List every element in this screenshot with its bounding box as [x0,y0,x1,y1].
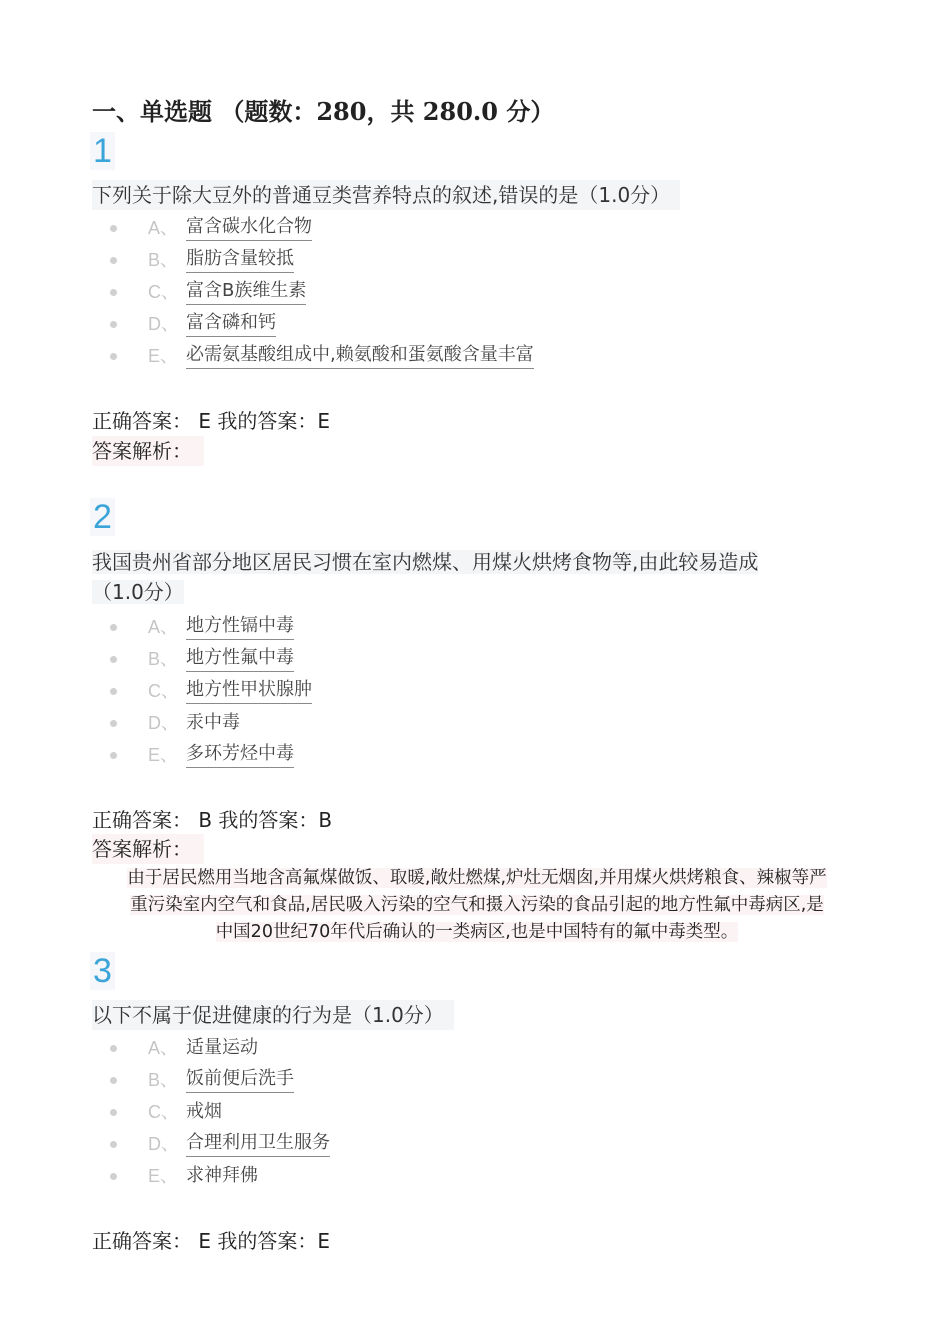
analysis-label: 答案解析： [92,834,204,864]
bullet-icon [110,1109,117,1116]
option-text: 地方性甲状腺肿 [186,677,312,704]
option-text: 必需氨基酸组成中,赖氨酸和蛋氨酸含量丰富 [186,342,534,369]
option-letter: A、 [148,1038,179,1058]
option-text: 地方性镉中毒 [186,613,294,640]
option-text: 饭前便后洗手 [186,1066,294,1093]
option-letter: D、 [148,713,179,733]
question-number: 2 [90,498,115,536]
option-letter: B、 [148,649,179,669]
question-number: 3 [90,952,115,990]
question-text: 下列关于除大豆外的普通豆类营养特点的叙述,错误的是（1.0分） [92,180,680,210]
bullet-icon [110,321,117,328]
option-text: 戒烟 [186,1101,222,1122]
option-letter: C、 [148,681,179,701]
option-text: 富含磷和钙 [186,310,276,337]
option-letter: C、 [148,282,179,302]
option-text: 脂肪含量较抵 [186,246,294,273]
question-text-line: 我国贵州省部分地区居民习惯在室内燃煤、用煤火烘烤食物等,由此较易造成 [92,550,759,574]
option-letter: A、 [148,218,179,238]
bullet-icon [110,1141,117,1148]
explanation-line: 重污染室内空气和食品,居民吸入污染的空气和摄入污染的食品引起的地方性氟中毒病区,是 [130,895,824,915]
option-text: 富含B族维生素 [186,278,306,305]
option-letter: E、 [148,1166,179,1186]
option-letter: B、 [148,1070,179,1090]
option-text: 适量运动 [186,1037,258,1058]
bullet-icon [110,289,117,296]
question-text [92,547,832,607]
option-letter: E、 [148,346,179,366]
question-text-line: （1.0分） [92,580,184,604]
question-text: 以下不属于促进健康的行为是（1.0分） [92,1000,454,1030]
option-letter: C、 [148,1102,179,1122]
bullet-icon [110,353,117,360]
question-number: 1 [90,132,115,170]
answer-line: 正确答案： B 我的答案：B [92,808,333,832]
bullet-icon [110,688,117,695]
bullet-icon [110,257,117,264]
bullet-icon [110,225,117,232]
bullet-icon [110,1173,117,1180]
option-letter: D、 [148,1134,179,1154]
analysis-label: 答案解析： [92,436,204,466]
analysis-explanation [92,865,862,946]
answer-line: 正确答案： E 我的答案：E [92,409,330,433]
option-text: 富含碳水化合物 [186,214,312,241]
bullet-icon [110,624,117,631]
option-text: 汞中毒 [186,712,240,733]
explanation-line: 由于居民燃用当地含高氟煤做饭、取暖,敞灶燃煤,炉灶无烟囱,并用煤火烘烤粮食、辣椒等严 [127,868,827,888]
bullet-icon [110,752,117,759]
option-letter: D、 [148,314,179,334]
option-letter: A、 [148,617,179,637]
bullet-icon [110,1045,117,1052]
option-text: 求神拜佛 [186,1165,258,1186]
option-letter: E、 [148,745,179,765]
option-text: 地方性氟中毒 [186,645,294,672]
option-text: 多环芳烃中毒 [186,741,294,768]
explanation-line: 中国20世纪70年代后确认的一类病区,也是中国特有的氟中毒类型。 [215,922,739,942]
option-letter: B、 [148,250,179,270]
bullet-icon [110,720,117,727]
option-text: 合理利用卫生服务 [186,1130,330,1157]
answer-line: 正确答案： E 我的答案：E [92,1229,330,1253]
bullet-icon [110,1077,117,1084]
bullet-icon [110,656,117,663]
section-title: 一、单选题 （题数：280，共 280.0 分） [92,97,555,126]
